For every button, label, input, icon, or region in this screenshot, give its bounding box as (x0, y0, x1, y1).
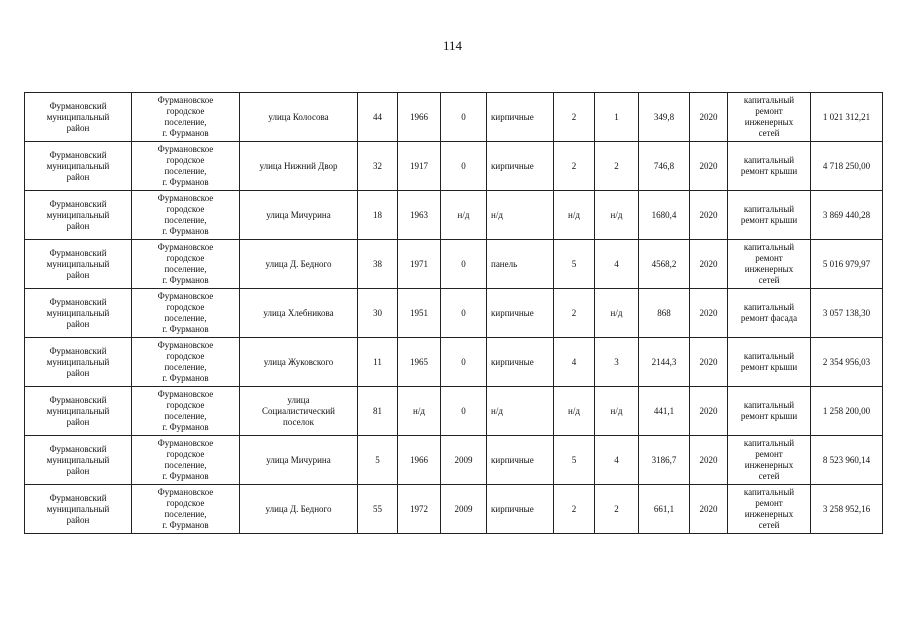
plan-year-cell (690, 289, 728, 338)
table-row (25, 142, 883, 191)
work-type-cell (728, 191, 811, 240)
year-overhaul-cell (441, 240, 487, 289)
district-cell (25, 485, 132, 534)
house-number-cell (358, 436, 398, 485)
table-row (25, 338, 883, 387)
plan-year-cell-text: 2020 (699, 503, 718, 514)
table-row (25, 387, 883, 436)
street-cell (240, 485, 358, 534)
house-number-cell-text: 81 (373, 405, 382, 416)
district-cell (25, 289, 132, 338)
house-number-cell (358, 240, 398, 289)
cost-cell (811, 387, 883, 436)
year-overhaul-cell-text: 0 (461, 356, 466, 367)
page-number: 114 (442, 38, 463, 53)
settlement-cell (132, 387, 240, 436)
settlement-cell (132, 436, 240, 485)
area-cell-text: 4568,2 (651, 258, 677, 269)
floors-cell (554, 436, 595, 485)
entrances-cell-text: н/д (610, 307, 623, 318)
housing-repair-table (24, 92, 883, 534)
house-number-cell-text: 30 (373, 307, 382, 318)
cost-cell (811, 191, 883, 240)
area-cell (639, 191, 690, 240)
work-type-cell (728, 436, 811, 485)
work-type-cell (728, 338, 811, 387)
entrances-cell (595, 142, 639, 191)
plan-year-cell-text: 2020 (699, 356, 718, 367)
plan-year-cell-text: 2020 (699, 307, 718, 318)
floors-cell (554, 338, 595, 387)
year-overhaul-cell (441, 387, 487, 436)
work-type-cell (728, 240, 811, 289)
area-cell-text: 2144,3 (651, 356, 677, 367)
settlement-cell-text: Фурмановское городское поселение, г. Фурманов (157, 193, 214, 236)
district-cell (25, 93, 132, 142)
year-built-cell-text: 1966 (410, 454, 428, 465)
street-cell (240, 289, 358, 338)
floors-cell-text: 5 (571, 258, 577, 269)
wall-material-cell-text: кирпичные (491, 454, 534, 465)
entrances-cell (595, 387, 639, 436)
wall-material-cell (487, 240, 554, 289)
street-cell (240, 191, 358, 240)
plan-year-cell (690, 436, 728, 485)
settlement-cell-text: Фурмановское городское поселение, г. Фурманов (157, 438, 214, 481)
area-cell (639, 289, 690, 338)
work-type-cell-text: капитальный ремонт инженерных сетей (743, 438, 795, 481)
entrances-cell-text: 3 (614, 356, 619, 367)
year-overhaul-cell-text: 0 (461, 160, 466, 171)
house-number-cell (358, 338, 398, 387)
entrances-cell (595, 485, 639, 534)
year-overhaul-cell-text: 0 (461, 307, 466, 318)
area-cell-text: 1680,4 (651, 209, 677, 220)
year-overhaul-cell-text: 0 (461, 111, 466, 122)
district-cell-text: Фурмановский муниципальный район (46, 443, 110, 476)
floors-cell (554, 240, 595, 289)
district-cell-text: Фурмановский муниципальный район (46, 296, 110, 329)
plan-year-cell (690, 93, 728, 142)
cost-cell (811, 142, 883, 191)
year-overhaul-cell (441, 289, 487, 338)
year-built-cell (398, 436, 441, 485)
cost-cell-text: 3 057 138,30 (822, 307, 871, 318)
cost-cell (811, 338, 883, 387)
cost-cell (811, 485, 883, 534)
entrances-cell-text: 2 (614, 503, 619, 514)
settlement-cell-text: Фурмановское городское поселение, г. Фурманов (157, 291, 214, 334)
cost-cell-text: 3 869 440,28 (822, 209, 871, 220)
cost-cell (811, 240, 883, 289)
year-built-cell (398, 240, 441, 289)
street-cell-text: улица Мичурина (266, 209, 331, 220)
cost-cell-text: 5 016 979,97 (822, 258, 871, 269)
work-type-cell-text: капитальный ремонт инженерных сетей (743, 487, 795, 530)
settlement-cell-text: Фурмановское городское поселение, г. Фурманов (157, 487, 214, 530)
area-cell-text: 349,8 (653, 111, 675, 122)
house-number-cell-text: 11 (373, 356, 382, 367)
cost-cell-text: 4 718 250,00 (822, 160, 871, 171)
work-type-cell-text: капитальный ремонт крыши (740, 400, 798, 421)
year-built-cell (398, 142, 441, 191)
area-cell (639, 338, 690, 387)
district-cell (25, 191, 132, 240)
floors-cell-text: 5 (571, 454, 577, 465)
entrances-cell (595, 338, 639, 387)
entrances-cell (595, 191, 639, 240)
table-row (25, 436, 883, 485)
cost-cell-text: 3 258 952,16 (822, 503, 871, 514)
floors-cell-text: 2 (571, 111, 577, 122)
district-cell-text: Фурмановский муниципальный район (46, 100, 110, 133)
cost-cell-text: 1 021 312,21 (822, 111, 871, 122)
entrances-cell-text: 4 (614, 454, 619, 465)
year-built-cell-text: 1966 (410, 111, 428, 122)
settlement-cell (132, 240, 240, 289)
area-cell-text: 3186,7 (651, 454, 677, 465)
floors-cell-text: 2 (571, 307, 577, 318)
area-cell (639, 93, 690, 142)
area-cell (639, 142, 690, 191)
floors-cell-text: н/д (568, 209, 580, 220)
house-number-cell (358, 191, 398, 240)
work-type-cell (728, 142, 811, 191)
year-built-cell-text: 1951 (410, 307, 428, 318)
wall-material-cell (487, 436, 554, 485)
year-overhaul-cell (441, 338, 487, 387)
area-cell (639, 485, 690, 534)
year-built-cell-text: 1963 (410, 209, 428, 220)
district-cell (25, 338, 132, 387)
year-overhaul-cell-text: 2009 (454, 454, 473, 465)
wall-material-cell (487, 93, 554, 142)
district-cell (25, 240, 132, 289)
work-type-cell (728, 387, 811, 436)
district-cell-text: Фурмановский муниципальный район (46, 247, 110, 280)
wall-material-cell (487, 142, 554, 191)
floors-cell (554, 191, 595, 240)
area-cell (639, 240, 690, 289)
area-cell (639, 436, 690, 485)
wall-material-cell (487, 338, 554, 387)
street-cell-text: улица Жуковского (263, 356, 334, 367)
house-number-cell (358, 387, 398, 436)
house-number-cell (358, 485, 398, 534)
year-built-cell (398, 93, 441, 142)
settlement-cell (132, 191, 240, 240)
house-number-cell-text: 5 (375, 454, 380, 465)
wall-material-cell-text: кирпичные (491, 356, 534, 367)
floors-cell-text: 2 (571, 160, 577, 171)
cost-cell (811, 289, 883, 338)
table-row (25, 240, 883, 289)
street-cell-text: улица Д. Бедного (265, 503, 332, 514)
year-built-cell (398, 289, 441, 338)
house-number-cell (358, 289, 398, 338)
street-cell-text: улица Хлебникова (263, 307, 334, 318)
work-type-cell (728, 485, 811, 534)
wall-material-cell (487, 289, 554, 338)
table-body (25, 93, 883, 534)
year-overhaul-cell-text: н/д (457, 209, 470, 220)
street-cell (240, 142, 358, 191)
plan-year-cell (690, 387, 728, 436)
table-row (25, 485, 883, 534)
settlement-cell-text: Фурмановское городское поселение, г. Фурманов (157, 144, 214, 187)
year-overhaul-cell (441, 191, 487, 240)
district-cell-text: Фурмановский муниципальный район (46, 394, 110, 427)
street-cell (240, 387, 358, 436)
entrances-cell-text: н/д (610, 209, 623, 220)
street-cell (240, 338, 358, 387)
work-type-cell-text: капитальный ремонт инженерных сетей (743, 242, 795, 285)
floors-cell (554, 93, 595, 142)
area-cell-text: 746,8 (653, 160, 675, 171)
area-cell-text: 441,1 (653, 405, 675, 416)
house-number-cell-text: 55 (373, 503, 382, 514)
cost-cell-text: 1 258 200,00 (822, 405, 871, 416)
street-cell (240, 240, 358, 289)
wall-material-cell-text: кирпичные (491, 503, 534, 514)
year-built-cell (398, 387, 441, 436)
settlement-cell-text: Фурмановское городское поселение, г. Фурманов (157, 340, 214, 383)
entrances-cell (595, 436, 639, 485)
year-overhaul-cell (441, 93, 487, 142)
entrances-cell-text: 1 (614, 111, 619, 122)
year-built-cell (398, 338, 441, 387)
year-overhaul-cell-text: 0 (461, 258, 466, 269)
plan-year-cell-text: 2020 (699, 405, 718, 416)
floors-cell-text: 2 (571, 503, 577, 514)
cost-cell (811, 93, 883, 142)
settlement-cell (132, 142, 240, 191)
year-built-cell-text: 1917 (410, 160, 428, 171)
cost-cell-text: 2 354 956,03 (822, 356, 871, 367)
wall-material-cell (487, 485, 554, 534)
plan-year-cell-text: 2020 (699, 160, 718, 171)
entrances-cell (595, 93, 639, 142)
house-number-cell-text: 38 (373, 258, 382, 269)
year-overhaul-cell (441, 436, 487, 485)
wall-material-cell (487, 191, 554, 240)
settlement-cell (132, 338, 240, 387)
wall-material-cell-text: панель (491, 258, 518, 269)
street-cell (240, 93, 358, 142)
year-built-cell-text: 1971 (410, 258, 428, 269)
work-type-cell-text: капитальный ремонт фасада (740, 302, 798, 323)
wall-material-cell (487, 387, 554, 436)
district-cell (25, 142, 132, 191)
table-row (25, 289, 883, 338)
year-built-cell (398, 485, 441, 534)
street-cell-text: улица Нижний Двор (259, 160, 338, 171)
year-built-cell (398, 191, 441, 240)
wall-material-cell-text: н/д (491, 405, 503, 416)
settlement-cell-text: Фурмановское городское поселение, г. Фурманов (157, 389, 214, 432)
plan-year-cell-text: 2020 (699, 258, 718, 269)
settlement-cell (132, 93, 240, 142)
cost-cell-text: 8 523 960,14 (822, 454, 871, 465)
floors-cell (554, 289, 595, 338)
house-number-cell-text: 44 (373, 111, 382, 122)
year-built-cell-text: 1965 (410, 356, 428, 367)
entrances-cell (595, 289, 639, 338)
wall-material-cell-text: кирпичные (491, 111, 534, 122)
wall-material-cell-text: кирпичные (491, 160, 534, 171)
plan-year-cell (690, 338, 728, 387)
plan-year-cell (690, 191, 728, 240)
settlement-cell-text: Фурмановское городское поселение, г. Фурманов (157, 95, 214, 138)
work-type-cell (728, 289, 811, 338)
floors-cell (554, 387, 595, 436)
entrances-cell-text: 4 (614, 258, 619, 269)
house-number-cell (358, 142, 398, 191)
year-built-cell-text: н/д (413, 405, 425, 416)
table-row (25, 191, 883, 240)
year-built-cell-text: 1972 (410, 503, 428, 514)
year-overhaul-cell-text: 0 (461, 405, 466, 416)
house-number-cell-text: 18 (373, 209, 382, 220)
plan-year-cell (690, 142, 728, 191)
plan-year-cell-text: 2020 (699, 111, 718, 122)
area-cell-text: 661,1 (653, 503, 675, 514)
work-type-cell-text: капитальный ремонт крыши (740, 155, 798, 176)
plan-year-cell-text: 2020 (699, 454, 718, 465)
work-type-cell-text: капитальный ремонт крыши (740, 351, 798, 372)
settlement-cell-text: Фурмановское городское поселение, г. Фурманов (157, 242, 214, 285)
district-cell-text: Фурмановский муниципальный район (46, 149, 110, 182)
district-cell-text: Фурмановский муниципальный район (46, 492, 110, 525)
area-cell (639, 387, 690, 436)
wall-material-cell-text: н/д (491, 209, 503, 220)
street-cell-text: улица Колосова (268, 111, 329, 122)
year-overhaul-cell (441, 485, 487, 534)
floors-cell (554, 485, 595, 534)
year-overhaul-cell-text: 2009 (454, 503, 473, 514)
work-type-cell (728, 93, 811, 142)
settlement-cell (132, 289, 240, 338)
floors-cell-text: н/д (568, 405, 580, 416)
house-number-cell (358, 93, 398, 142)
house-number-cell-text: 32 (373, 160, 382, 171)
work-type-cell-text: капитальный ремонт инженерных сетей (743, 95, 795, 138)
plan-year-cell-text: 2020 (699, 209, 718, 220)
floors-cell (554, 142, 595, 191)
settlement-cell (132, 485, 240, 534)
entrances-cell-text: н/д (610, 405, 623, 416)
floors-cell-text: 4 (571, 356, 577, 367)
wall-material-cell-text: кирпичные (491, 307, 534, 318)
year-overhaul-cell (441, 142, 487, 191)
entrances-cell-text: 2 (614, 160, 619, 171)
table-row (25, 93, 883, 142)
plan-year-cell (690, 485, 728, 534)
street-cell-text: улица Социалистический поселок (261, 394, 335, 427)
area-cell-text: 868 (657, 307, 671, 318)
entrances-cell (595, 240, 639, 289)
work-type-cell-text: капитальный ремонт крыши (740, 204, 798, 225)
street-cell-text: улица Д. Бедного (265, 258, 332, 269)
plan-year-cell (690, 240, 728, 289)
district-cell-text: Фурмановский муниципальный район (46, 345, 110, 378)
cost-cell (811, 436, 883, 485)
street-cell (240, 436, 358, 485)
district-cell (25, 436, 132, 485)
district-cell (25, 387, 132, 436)
street-cell-text: улица Мичурина (266, 454, 331, 465)
district-cell-text: Фурмановский муниципальный район (46, 198, 110, 231)
